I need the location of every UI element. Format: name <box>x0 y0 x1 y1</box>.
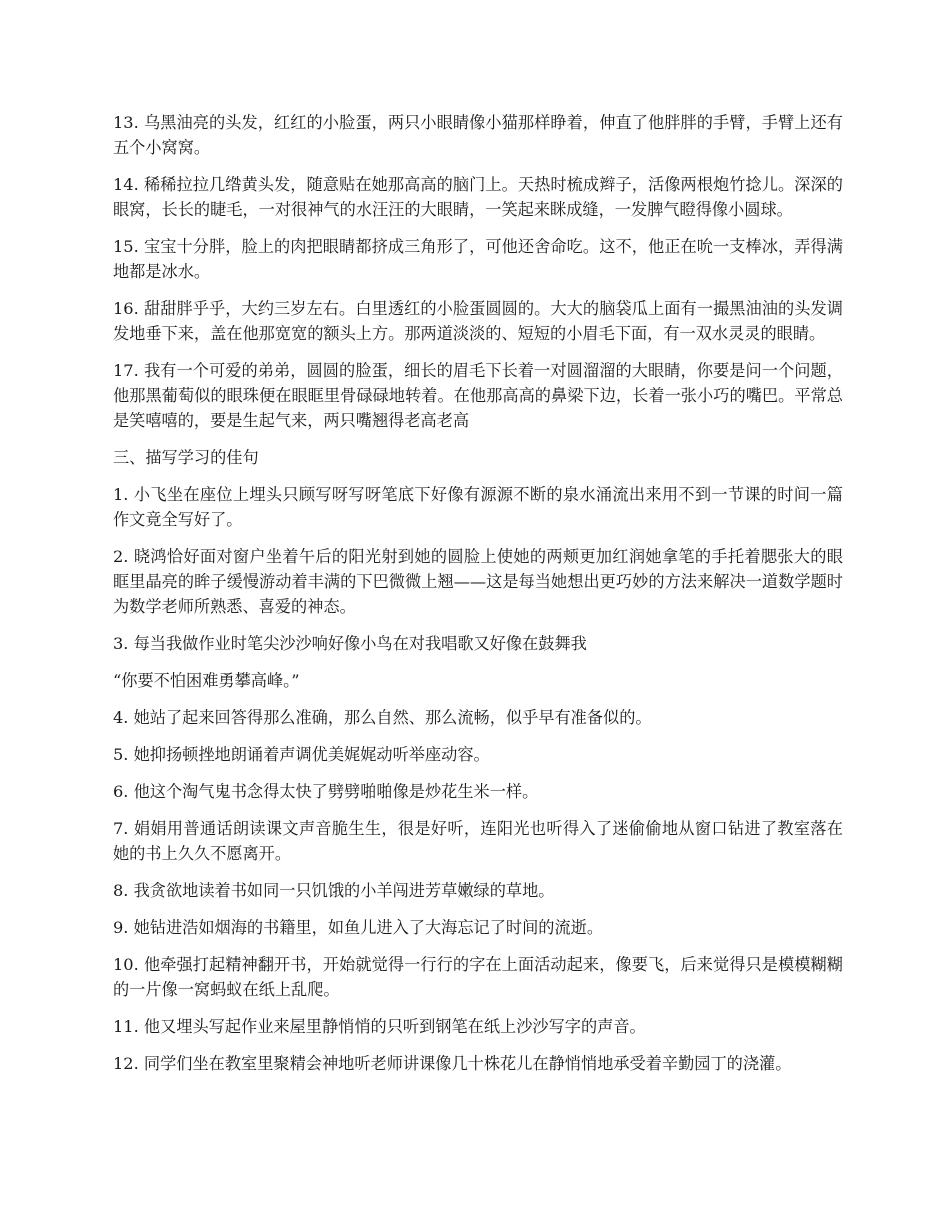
paragraph-study-3-quote: “你要不怕困难勇攀高峰。” <box>113 671 300 690</box>
paragraph-study-4: 4. 她站了起来回答得那么准确，那么自然、那么流畅，似乎早有准备似的。 <box>113 708 652 727</box>
paragraph-study-11: 11. 他又埋头写起作业来屋里静悄悄的只听到钢笔在纸上沙沙写字的声音。 <box>113 1017 646 1036</box>
paragraph-study-6: 6. 他这个淘气鬼书念得太快了劈劈啪啪像是炒花生米一样。 <box>113 782 539 801</box>
paragraph-study-2: 2. 晓鸿恰好面对窗户坐着午后的阳光射到她的圆脸上使她的两颊更加红润她拿笔的手托着腮张大的眼眶里晶亮的眸子缓慢游动着丰满的下巴微微上翘——这是每当她想出更巧妙的方法来解决一道数学题时为数学老师所熟悉、喜爱的神态。 <box>113 547 843 616</box>
document-body <box>113 110 843 1088</box>
paragraph-14: 14. 稀稀拉拉几绺黄头发，随意贴在她那高高的脑门上。天热时梳成辫子，活像两根炮竹捻儿。深深的眼窝，长长的睫毛，一对很神气的水汪汪的大眼睛，一笑起来眯成缝，一发脾气瞪得像小圆球。 <box>113 175 843 219</box>
paragraph-study-8: 8. 我贪欲地读着书如同一只饥饿的小羊闯进芳草嫩绿的草地。 <box>113 881 555 900</box>
paragraph-13: 13. 乌黑油亮的头发，红红的小脸蛋，两只小眼睛像小猫那样睁着，伸直了他胖胖的手臂，手臂上还有五个小窝窝。 <box>113 113 843 157</box>
paragraph-study-5: 5. 她抑扬顿挫地朗诵着声调优美娓娓动听举座动容。 <box>113 745 490 764</box>
section-heading: 三、描写学习的佳句 <box>113 448 259 467</box>
paragraph-study-12: 12. 同学们坐在教室里聚精会神地听老师讲课像几十株花儿在静悄悄地承受着辛勤园丁的浇灌。 <box>113 1054 792 1073</box>
paragraph-17: 17. 我有一个可爱的弟弟，圆圆的脸蛋，细长的眉毛下长着一对圆溜溜的大眼睛，你要是问一个问题，他那黑葡萄似的眼珠便在眼眶里骨碌碌地转着。在他那高高的鼻梁下边，长着一张小巧的嘴巴。平常总是笑嘻嘻的，要是生起气来，两只嘴翘得老高老高 <box>113 361 843 430</box>
paragraph-study-10: 10. 他牵强打起精神翻开书，开始就觉得一行行的字在上面活动起来，像要飞，后来觉得只是模模糊糊的一片像一窝蚂蚁在纸上乱爬。 <box>113 955 843 999</box>
paragraph-study-9: 9. 她钻进浩如烟海的书籍里，如鱼儿进入了大海忘记了时间的流逝。 <box>113 918 604 937</box>
paragraph-study-7: 7. 娟娟用普通话朗读课文声音脆生生，很是好听，连阳光也听得入了迷偷偷地从窗口钻进了教室落在她的书上久久不愿离开。 <box>113 819 843 863</box>
paragraph-study-1: 1. 小飞坐在座位上埋头只顾写呀写呀笔底下好像有源源不断的泉水涌流出来用不到一节课的时间一篇作文竟全写好了。 <box>113 485 843 529</box>
paragraph-study-3: 3. 每当我做作业时笔尖沙沙响好像小鸟在对我唱歌又好像在鼓舞我 <box>113 634 587 653</box>
paragraph-16: 16. 甜甜胖乎乎，大约三岁左右。白里透红的小脸蛋圆圆的。大大的脑袋瓜上面有一撮黑油油的头发调发地垂下来，盖在他那宽宽的额头上方。那两道淡淡的、短短的小眉毛下面，有一双水灵灵的眼睛。 <box>113 299 843 343</box>
paragraph-15: 15. 宝宝十分胖，脸上的肉把眼睛都挤成三角形了，可他还舍命吃。这不，他正在吮一支棒冰，弄得满地都是冰水。 <box>113 237 843 281</box>
